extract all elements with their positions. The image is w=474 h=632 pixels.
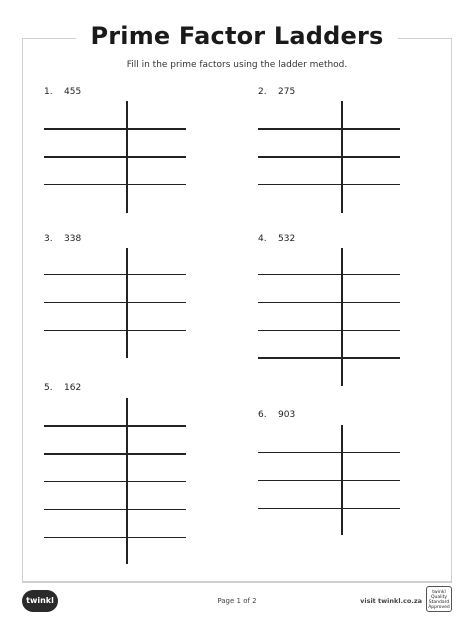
- footer-divider: [22, 582, 452, 583]
- problem-value: 338: [64, 234, 82, 244]
- problem-value: 532: [278, 234, 296, 244]
- ladder-rung: [258, 452, 400, 453]
- problem-number: 6.: [258, 410, 267, 420]
- ladder-rung: [44, 537, 186, 538]
- ladder-rung: [44, 274, 186, 275]
- ladder-rung: [44, 128, 186, 130]
- problem-number: 5.: [44, 383, 53, 393]
- problem-1-label: [44, 87, 81, 97]
- ladder-rung: [258, 184, 400, 185]
- problem-5-label: [44, 383, 81, 393]
- ladder-rung: [44, 156, 186, 158]
- problem-6-label: [258, 410, 295, 420]
- ladder-rung: [258, 357, 400, 359]
- ladder-rung: [44, 330, 186, 331]
- page-number: Page 1 of 2: [217, 597, 257, 605]
- ladder-rung: [258, 480, 400, 481]
- worksheet-frame: [22, 38, 452, 582]
- problem-3-label: [44, 234, 81, 244]
- ladder-rung: [258, 302, 400, 303]
- instructions: Fill in the prime factors using the ladder method.: [126, 60, 348, 70]
- ladder-rung: [258, 156, 400, 158]
- ladder-rung: [44, 509, 186, 510]
- problem-number: 4.: [258, 234, 267, 244]
- ladder-rung: [258, 330, 400, 331]
- problem-value: 162: [64, 383, 82, 393]
- problem-value: 275: [278, 87, 296, 97]
- ladder-rung: [44, 481, 186, 482]
- problem-number: 3.: [44, 234, 53, 244]
- problem-value: 903: [278, 410, 296, 420]
- ladder-rung: [44, 425, 186, 427]
- twinkl-logo: twinkl: [22, 590, 58, 612]
- problem-2-label: [258, 87, 295, 97]
- ladder-rung: [44, 302, 186, 303]
- problem-value: 455: [64, 87, 82, 97]
- ladder-vertical: [126, 248, 128, 358]
- ladder-rung: [44, 453, 186, 455]
- quality-badge: twinkl Quality Standard Approved: [426, 586, 452, 612]
- problem-4-label: [258, 234, 295, 244]
- ladder-rung: [258, 508, 400, 509]
- problem-number: 2.: [258, 87, 267, 97]
- ladder-rung: [258, 128, 400, 130]
- ladder-rung: [44, 184, 186, 185]
- page-title: Prime Factor Ladders: [76, 22, 397, 50]
- website-link[interactable]: visit twinkl.co.za: [360, 597, 422, 605]
- ladder-rung: [258, 274, 400, 275]
- title-wrap: [0, 22, 474, 50]
- problem-number: 1.: [44, 87, 53, 97]
- ladder-vertical: [341, 248, 343, 386]
